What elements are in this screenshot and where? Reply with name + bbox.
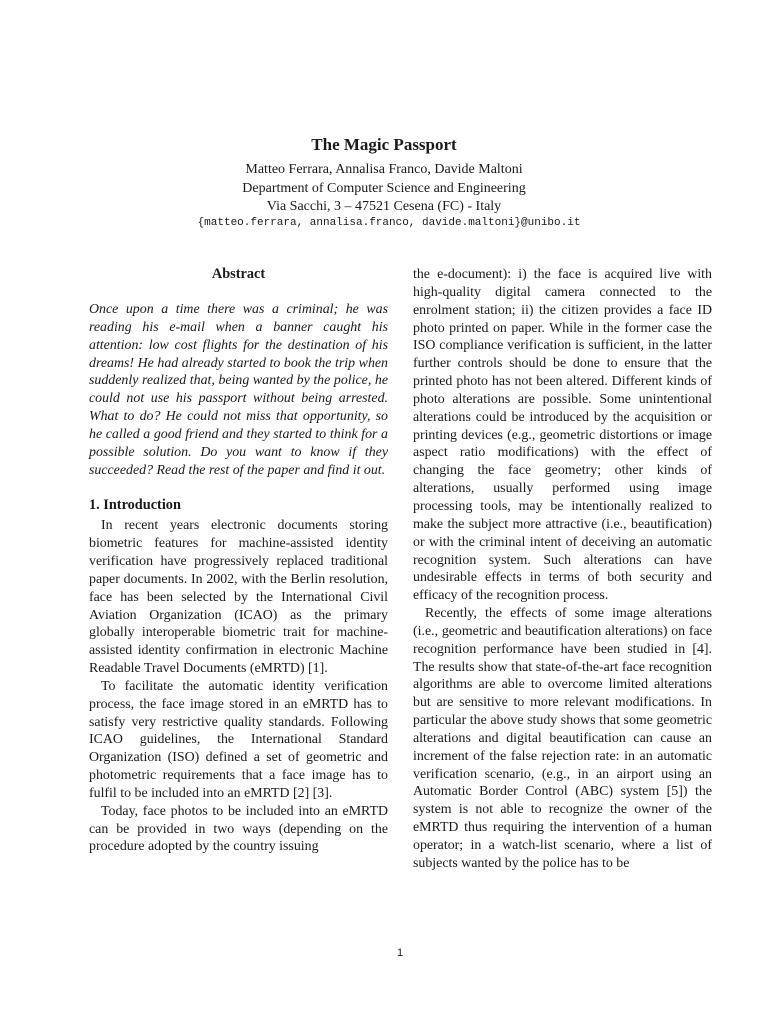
intro-paragraph: To facilitate the automatic identity verification process, the face image stored in an eMRTD has to satisfy very restrictive quality standards. Following ICAO guidelines, the International Standard Organization (ISO) defined a set of geometric and photometric requirements that a face image has to fulfil to be included into an eMRTD [2] [3]. xyxy=(89,678,388,801)
page-number: 1 xyxy=(396,947,404,959)
abstract-text: Once upon a time there was a criminal; he was reading his e-mail when a banner caught his attention: low cost flights for the destination of his dreams! He had already started to book the trip when suddenly realized that, being wanted by the police, he could not use his passport without being arrested. What to do? He could not miss that opportunity, so he called a good friend and they started to think for a possible solution. Do you want to know if they succeeded? Read the rest of the paper and find it out. xyxy=(89,302,388,478)
intro-paragraph: Recently, the effects of some image alterations (i.e., geometric and beautification alterations) on face recognition performance have been studied in [4]. The results show that state-of-the-art face recognition algorithms are able to overcome limited alterations but are sensitive to more relevant modifications. In particular the above study shows that some geometric alterations and digital beautification can cause an increment of the false rejection rate: in an automatic verification scenario, (e.g., in an airport using an Automatic Border Control (ABC) system [5]) the system is not able to recognize the owner of the eMRTD thus requiring the intervention of a human operator; in a watch-list scenario, where a list of subjects wanted by the police has to be xyxy=(413,606,712,871)
left-column xyxy=(89,266,388,856)
section-heading-introduction: 1. Introduction xyxy=(89,497,181,514)
right-column xyxy=(413,266,712,873)
intro-paragraph-continued: the e-document): i) the face is acquired live with high-quality digital camera connected to the enrolment station; ii) the citizen provides a face ID photo printed on paper. While in the former case the ISO compliance verification is sufficient, in the latter further controls should be done to ensure that the printed photo has not been altered. Different kinds of photo alterations are possible. Some unintentional alterations could be introduced by the acquisition or printing devices (e.g., geometric distortions or image aspect ratio modifications) with the effect of changing the face geometry; other kinds of alterations, usually performed using image processing tools, may be intentionally realized to make the subject more attractive (i.e., beautification) or with the criminal intent of deceiving an automatic recognition system. Such alterations can have undesirable effects in terms of both security and efficacy of the recognition process. xyxy=(413,267,712,604)
affiliation-address: Via Sacchi, 3 – 47521 Cesena (FC) - Italy xyxy=(266,199,502,214)
paper-title: The Magic Passport xyxy=(311,135,457,155)
author-emails: {matteo.ferrara, annalisa.franco, davide.maltoni}@unibo.it xyxy=(197,217,581,229)
author-list: Matteo Ferrara, Annalisa Franco, Davide Maltoni xyxy=(245,162,523,177)
intro-paragraph: In recent years electronic documents storing biometric features for machine-assisted identity verification have progressively replaced traditional paper documents. In 2002, with the Berlin resolution, face has been selected by the International Civil Aviation Organization (ICAO) as the primary globally interoperable biometric trait for machine-assisted identity confirmation in electronic Machine Readable Travel Documents (eMRTD) [1]. xyxy=(89,518,388,677)
affiliation-department: Department of Computer Science and Engineering xyxy=(242,181,526,196)
abstract-heading: Abstract xyxy=(211,266,266,282)
intro-paragraph: Today, face photos to be included into an eMRTD can be provided in two ways (depending on the procedure adopted by the country issuing xyxy=(89,803,388,855)
